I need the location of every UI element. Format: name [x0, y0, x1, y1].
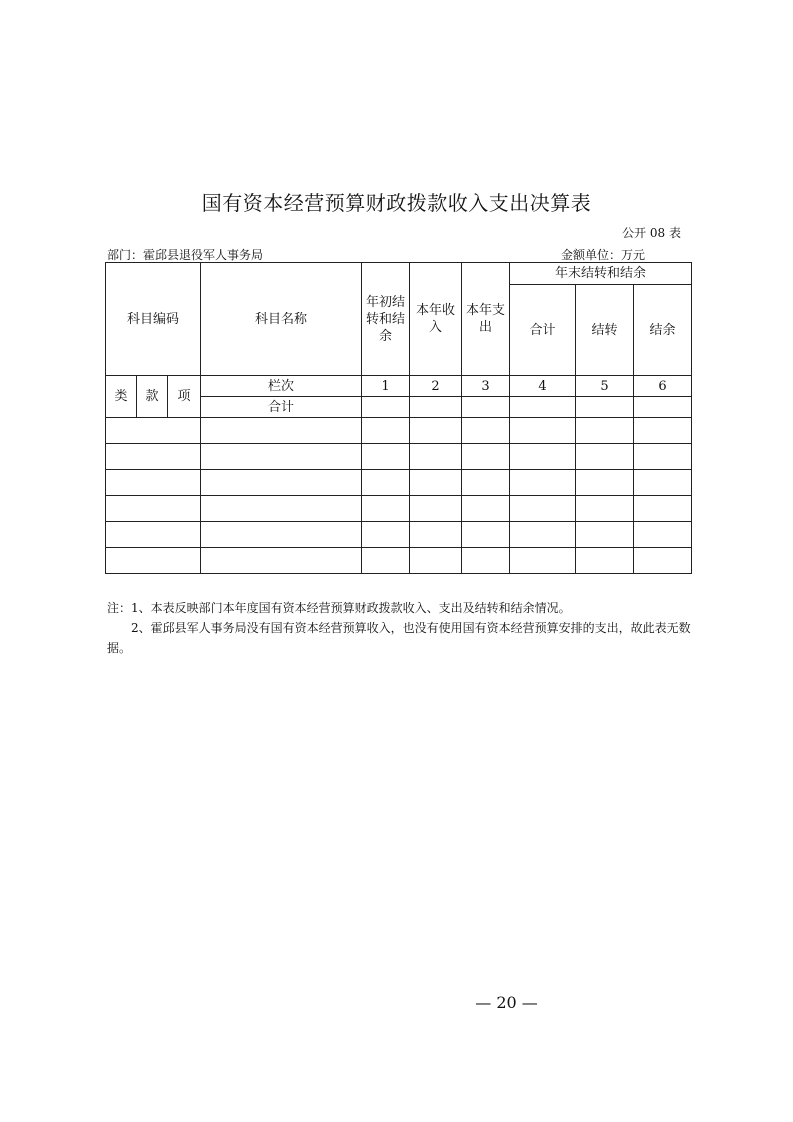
- table-cell: [510, 496, 576, 522]
- table-cell: [576, 444, 634, 470]
- page-number: — 20 —: [475, 993, 538, 1012]
- form-code: 公开 08 表: [622, 226, 681, 240]
- header-carryover: 结转: [576, 285, 634, 376]
- table-row: [106, 418, 692, 444]
- header-category: 类: [106, 376, 137, 418]
- sum-row-label: 合计: [201, 397, 362, 418]
- table-cell: [410, 444, 462, 470]
- table-cell: [201, 444, 362, 470]
- column-number-5: 5: [576, 376, 634, 397]
- table-row: [106, 470, 692, 496]
- table-cell: [510, 522, 576, 548]
- amount-unit-label: 金额单位：万元: [560, 248, 645, 262]
- table-cell: [410, 548, 462, 574]
- note-1: 注：1、本表反映部门本年度国有资本经营预算财政拨款收入、支出及结转和结余情况。: [107, 601, 571, 615]
- page-title: 国有资本经营预算财政拨款收入支出决算表: [201, 191, 592, 215]
- table-cell: [362, 418, 410, 444]
- table-cell: [576, 470, 634, 496]
- header-current-expense: 本年支出: [462, 263, 510, 376]
- table-cell: [462, 548, 510, 574]
- table-cell: [576, 548, 634, 574]
- table-cell: [201, 522, 362, 548]
- table-cell: [576, 418, 634, 444]
- table-cell: [201, 548, 362, 574]
- table-cell: [634, 397, 692, 418]
- table-row: [106, 496, 692, 522]
- column-number-2: 2: [410, 376, 462, 397]
- table-cell: [462, 496, 510, 522]
- table-row: [106, 522, 692, 548]
- table-cell: [510, 418, 576, 444]
- final-accounts-table: [105, 262, 692, 574]
- table-cell: [510, 548, 576, 574]
- column-number-6: 6: [634, 376, 692, 397]
- table-cell: [634, 522, 692, 548]
- table-cell: [106, 444, 201, 470]
- table-cell: [462, 470, 510, 496]
- table-cell: [410, 397, 462, 418]
- header-section: 款: [137, 376, 168, 418]
- table-cell: [462, 418, 510, 444]
- note-2: 2、霍邱县军人事务局没有国有资本经营预算收入，也没有使用国有资本经营预算安排的支出，故此表无数据。: [107, 621, 691, 655]
- table-cell: [106, 470, 201, 496]
- header-surplus: 结余: [634, 285, 692, 376]
- table-cell: [362, 548, 410, 574]
- table-cell: [462, 397, 510, 418]
- table-cell: [634, 470, 692, 496]
- table-cell: [106, 548, 201, 574]
- department-label: 部门：霍邱县退役军人事务局: [107, 248, 264, 262]
- header-opening-balance: 年初结转和结余: [362, 263, 410, 376]
- table-cell: [510, 470, 576, 496]
- table-cell: [362, 496, 410, 522]
- column-number-4: 4: [510, 376, 576, 397]
- table-cell: [362, 444, 410, 470]
- table-cell: [634, 496, 692, 522]
- header-year-end-total: 合计: [510, 285, 576, 376]
- table-cell: [576, 496, 634, 522]
- table-cell: [362, 470, 410, 496]
- table-row: [106, 444, 692, 470]
- table-cell: [106, 522, 201, 548]
- table-cell: [576, 522, 634, 548]
- table-cell: [510, 397, 576, 418]
- table-cell: [634, 444, 692, 470]
- table-cell: [201, 418, 362, 444]
- table-cell: [462, 444, 510, 470]
- header-item: 项: [168, 376, 201, 418]
- table-cell: [410, 470, 462, 496]
- table-cell: [410, 418, 462, 444]
- table-cell: [106, 418, 201, 444]
- table-cell: [201, 470, 362, 496]
- header-subject-code: 科目编码: [106, 263, 201, 376]
- table-cell: [106, 496, 201, 522]
- table-cell: [201, 496, 362, 522]
- column-index-label: 栏次: [201, 376, 362, 397]
- table-cell: [410, 496, 462, 522]
- table-row: [106, 548, 692, 574]
- notes-section: [107, 598, 697, 658]
- table-cell: [576, 397, 634, 418]
- table-cell: [362, 397, 410, 418]
- header-year-end-balance: 年末结转和结余: [510, 263, 692, 285]
- table-cell: [462, 522, 510, 548]
- table-cell: [634, 548, 692, 574]
- table-cell: [510, 444, 576, 470]
- column-number-1: 1: [362, 376, 410, 397]
- table-cell: [410, 522, 462, 548]
- column-number-3: 3: [462, 376, 510, 397]
- header-current-income: 本年收入: [410, 263, 462, 376]
- table-cell: [634, 418, 692, 444]
- table-cell: [362, 522, 410, 548]
- header-subject-name: 科目名称: [201, 263, 362, 376]
